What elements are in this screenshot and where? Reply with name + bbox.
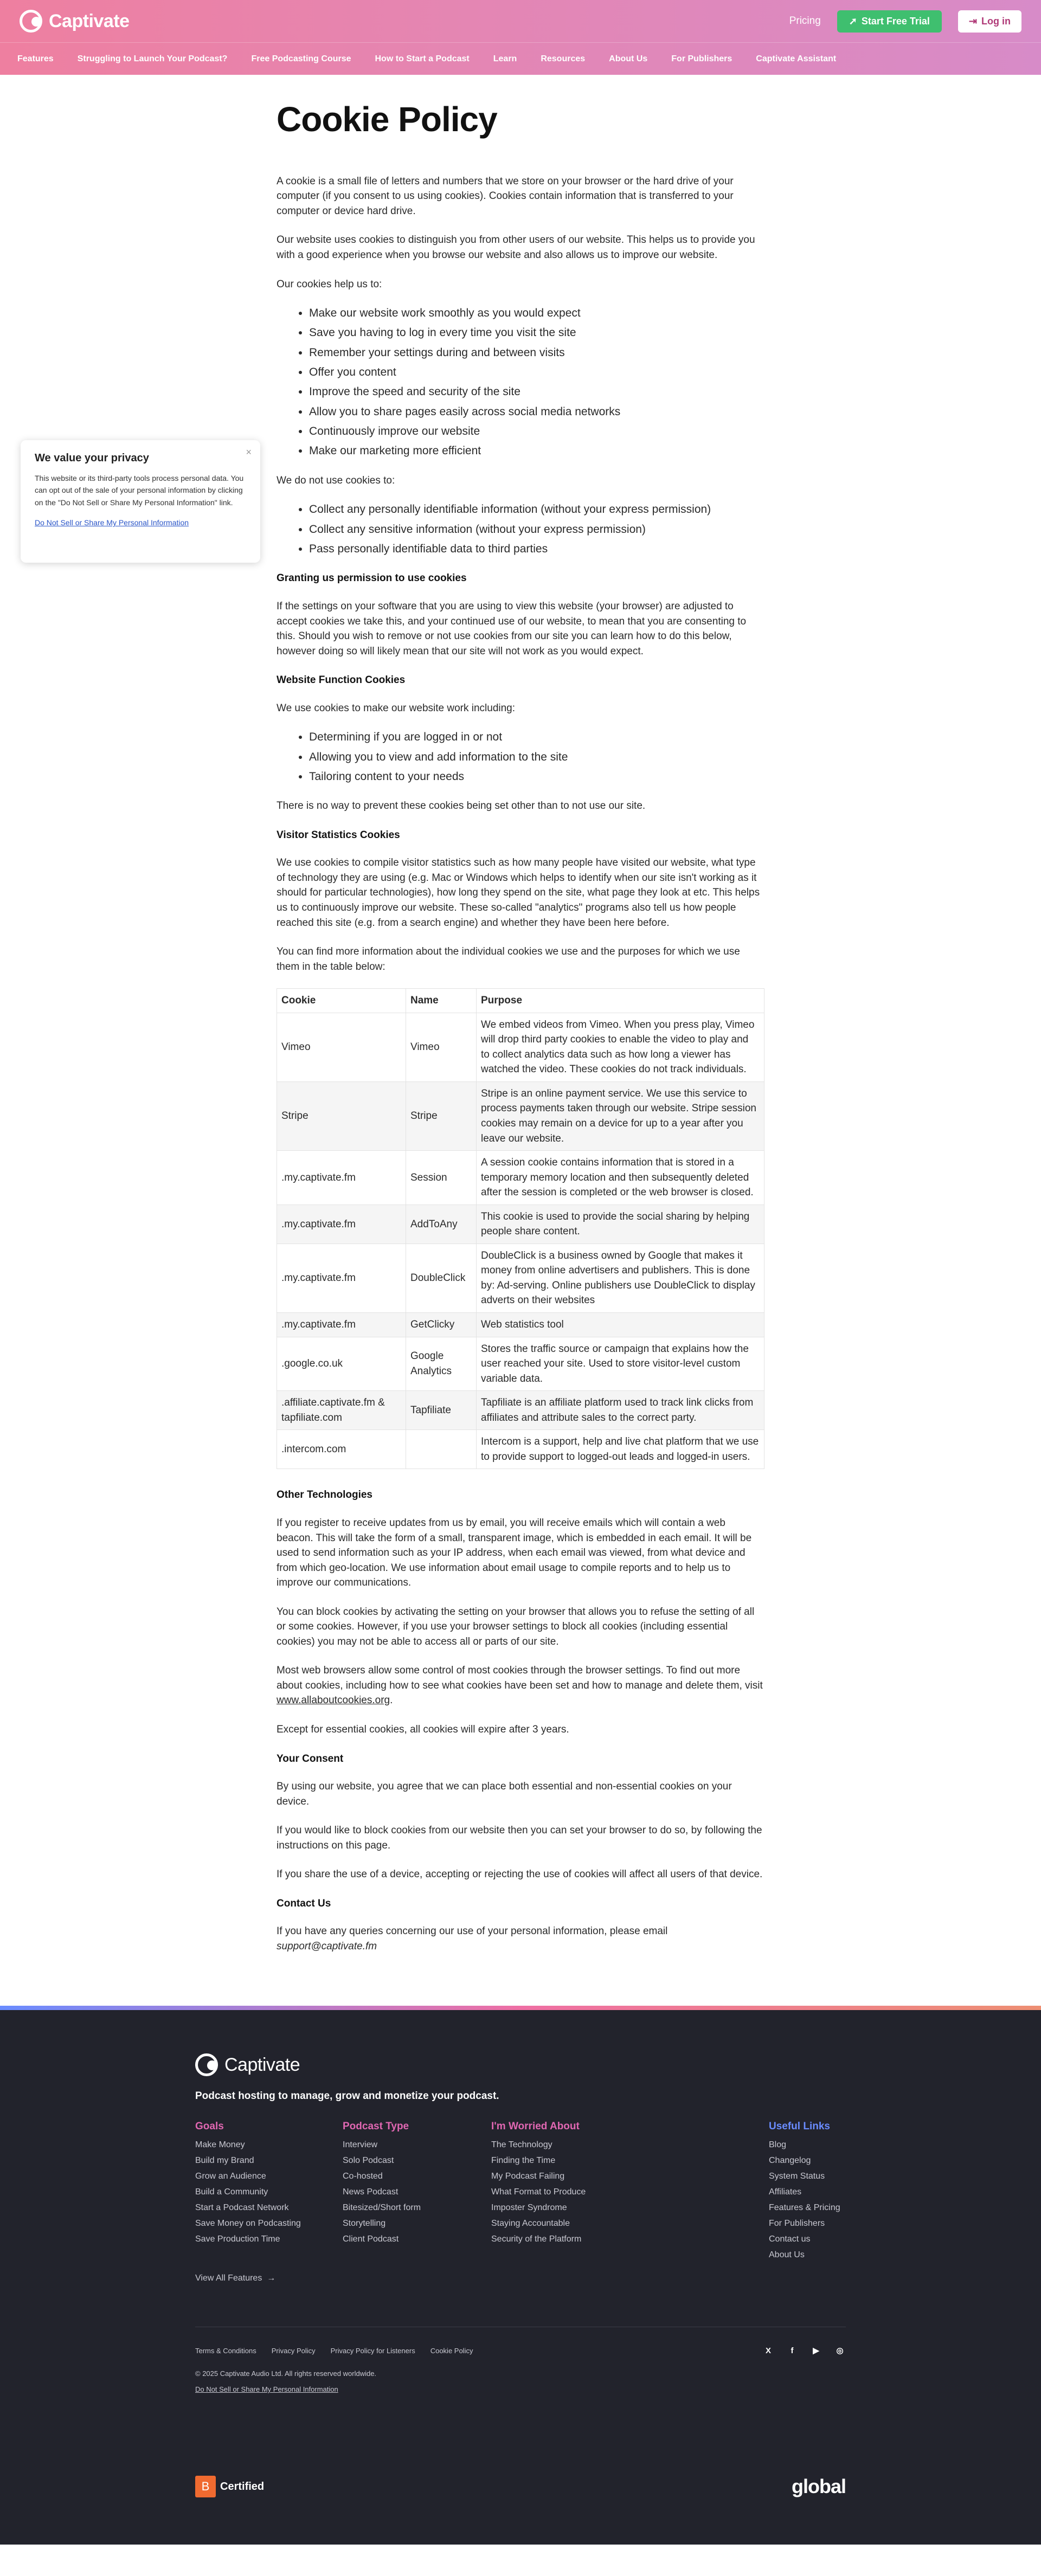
contact-paragraph (277, 1924, 764, 1954)
purpose-cell: We embed videos from Vimeo. When you press play, Vimeo will drop third party cookies to enable the video to play and to collect analytics data such as how long a viewer has watched the video. These cookies do not track individuals. (477, 1013, 764, 1081)
footer-link[interactable]: Solo Podcast (343, 2156, 394, 2166)
footer-link[interactable]: Co-hosted (343, 2172, 383, 2181)
table-row (277, 1313, 764, 1337)
footer-column-title: Goals (195, 2121, 224, 2133)
table-row (277, 1337, 764, 1391)
nav-item-resources[interactable]: Resources (541, 54, 586, 63)
function-intro: We use cookies to make our website work including: (277, 702, 516, 714)
cookie-cell: .my.captivate.fm (277, 1313, 406, 1337)
granting-heading: Granting us permission to use cookies (277, 572, 467, 584)
close-icon[interactable]: × (246, 447, 252, 458)
captivate-logo-icon (195, 2053, 218, 2076)
name-cell: GetClicky (406, 1313, 477, 1337)
rocket-icon: ➚ (849, 15, 857, 27)
site-header (0, 0, 1041, 75)
cookie-cell: .intercom.com (277, 1430, 406, 1469)
list-item: • Make our marketing more efficient (309, 443, 764, 459)
list-item: • Improve the speed and security of the site (309, 384, 764, 400)
not-use-intro: We do not use cookies to: (277, 474, 395, 486)
list-item: • Make our website work smoothly as you would expect (309, 306, 764, 321)
footer-badges (195, 2475, 846, 2498)
footer-stripe (0, 2006, 1041, 2010)
nav-item-free-course[interactable]: Free Podcasting Course (251, 54, 351, 63)
purpose-cell: Tapfiliate is an affiliate platform used to track link clicks from affiliates and attribute sales to the correct party. (477, 1391, 764, 1430)
footer-link[interactable]: Blog (769, 2140, 787, 2150)
table-row (277, 1430, 764, 1469)
other-tech-heading: Other Technologies (277, 1489, 373, 1501)
youtube-icon[interactable]: ▶ (813, 2346, 819, 2356)
footer-link[interactable]: What Format to Produce (491, 2187, 586, 2197)
purpose-cell: Web statistics tool (477, 1313, 764, 1337)
nav-item-captivate-assistant[interactable]: Captivate Assistant (756, 54, 837, 63)
other-tech-paragraph: If you register to receive updates from us by email, you will receive emails which will contain a web beacon. This will take the form of a small, transparent image, which is embedded in each email. It will be used to send information such as your IP address, when each email was viewed, from what device and from which geo-location. We use information about email usage to compile reports and to help us to improve our communications. (277, 1517, 752, 1589)
stats-paragraph: We use cookies to compile visitor statistics such as how many people have visited our website, what type of technology they are using (e.g. Mac or Windows which helps to identify when our site isn't working as it should for particular technologies), how long they spend on the site, what page they look at etc. This helps us to continuously improve our website. These so-called "analytics" programs also tell us how people reached this site (e.g. from a search engine) and whether they have been here before. (277, 857, 760, 929)
instagram-icon[interactable]: ◎ (836, 2346, 844, 2356)
start-free-trial-button[interactable] (837, 10, 942, 33)
footer-link[interactable]: The Technology (491, 2140, 552, 2150)
table-row (277, 1244, 764, 1312)
consent-heading: Your Consent (277, 1753, 344, 1764)
footer-link[interactable]: Security of the Platform (491, 2234, 582, 2244)
certified-label: Certified (220, 2480, 265, 2493)
cookie-policy-content (277, 75, 764, 2006)
pricing-link[interactable]: Pricing (789, 15, 821, 27)
table-intro: You can find more information about the individual cookies we use and the purposes for which we use them in the table below: (277, 946, 740, 973)
table-row (277, 1391, 764, 1430)
footer-link[interactable]: About Us (769, 2250, 805, 2260)
purpose-cell: Stripe is an online payment service. We use this service to process payments taken through our website. Stripe session cookies may remain on a device for up to a year after you leave our website. (477, 1081, 764, 1150)
consent-paragraph: If you would like to block cookies from our website then you can set your browser to do so, by following the instructions on this page. (277, 1825, 762, 1851)
cookie-cell: Vimeo (277, 1013, 406, 1081)
cookie-cell: .my.captivate.fm (277, 1205, 406, 1244)
footer-column-podcast-type (343, 2121, 421, 2250)
footer-link[interactable]: News Podcast (343, 2187, 399, 2197)
footer-do-not-sell-link[interactable]: Do Not Sell or Share My Personal Information (195, 2385, 338, 2394)
expiry-paragraph: Except for essential cookies, all cookies will expire after 3 years. (277, 1723, 569, 1735)
list-item: • Tailoring content to your needs (309, 769, 764, 784)
footer-link[interactable]: Features & Pricing (769, 2203, 840, 2213)
footer-link[interactable]: My Podcast Failing (491, 2172, 565, 2181)
footer-link[interactable]: Staying Accountable (491, 2219, 570, 2229)
arrow-right-icon: → (264, 2274, 276, 2283)
privacy-policy-listeners-link[interactable]: Privacy Policy for Listeners (330, 2346, 415, 2355)
name-cell: Stripe (406, 1081, 477, 1150)
allaboutcookies-link[interactable]: www.allaboutcookies.org (277, 1695, 390, 1706)
legal-row (195, 2345, 846, 2356)
footer-link[interactable]: Imposter Syndrome (491, 2203, 567, 2213)
footer-link[interactable]: Affiliates (769, 2187, 802, 2197)
list-item: • Save you having to log in every time you visit the site (309, 325, 764, 340)
popup-body: This website or its third-party tools process personal data. You can opt out of the sale of your personal information by clicking on the "Do Not Sell or Share My Personal Information" link. (35, 474, 244, 507)
stats-heading: Visitor Statistics Cookies (277, 829, 400, 841)
footer-inner (195, 2010, 846, 2394)
table-row (277, 1013, 764, 1081)
footer-link[interactable]: Save Production Time (195, 2234, 280, 2244)
footer-column-useful-links (769, 2121, 840, 2266)
other-tech-text-end: . (390, 1695, 393, 1706)
list-item: • Collect any sensitive information (without your express permission) (309, 522, 764, 537)
column-header-cookie: Cookie (277, 989, 406, 1013)
name-cell: Session (406, 1151, 477, 1205)
name-cell: Google Analytics (406, 1337, 477, 1391)
site-footer (0, 2010, 1041, 2545)
start-free-trial-label: Start Free Trial (861, 15, 930, 27)
footer-column-title: Useful Links (769, 2121, 830, 2133)
list-item: • Determining if you are logged in or not (309, 730, 764, 745)
b-corp-certified-badge (195, 2476, 264, 2497)
list-item: • Remember your settings during and between visits (309, 345, 764, 360)
table-header-row (277, 989, 764, 1013)
cookies-help-list (309, 306, 764, 459)
b-corp-icon: B (195, 2476, 216, 2497)
list-item: • Offer you content (309, 365, 764, 380)
footer-link[interactable]: Start a Podcast Network (195, 2203, 289, 2213)
purpose-cell: A session cookie contains information that is stored in a temporary memory location and then subsequently deleted after the session is completed or the web browser is closed. (477, 1151, 764, 1205)
function-list (309, 730, 764, 784)
footer-link[interactable]: Build a Community (195, 2187, 268, 2197)
list-item: • Pass personally identifiable data to third parties (309, 542, 764, 557)
footer-link[interactable]: System Status (769, 2172, 825, 2181)
other-tech-paragraph: You can block cookies by activating the setting on your browser that allows you to refuse the setting of all or some cookies. However, if you use your browser settings to block all cookies (including essential cookies) you may not be able to access all or parts of our site. (277, 1606, 755, 1647)
legal-links (195, 2347, 473, 2355)
footer-link[interactable]: Storytelling (343, 2219, 386, 2229)
contact-heading: Contact Us (277, 1897, 331, 1909)
other-tech-paragraph (277, 1663, 764, 1708)
column-header-name: Name (406, 989, 477, 1013)
purpose-cell: Intercom is a support, help and live chat platform that we use to provide support to logged-out leads and logged-in users. (477, 1430, 764, 1469)
login-label: Log in (981, 15, 1011, 27)
footer-link[interactable]: Client Podcast (343, 2234, 399, 2244)
footer-link[interactable]: Contact us (769, 2234, 811, 2244)
nav-item-for-publishers[interactable]: For Publishers (671, 54, 732, 63)
purpose-cell: This cookie is used to provide the social sharing by helping people share content. (477, 1205, 764, 1244)
header-top (0, 0, 1041, 42)
terms-link[interactable]: Terms & Conditions (195, 2346, 256, 2355)
cookie-cell: .google.co.uk (277, 1337, 406, 1391)
page-title: Cookie Policy (277, 100, 497, 139)
name-cell: Vimeo (406, 1013, 477, 1081)
popup-title: We value your privacy (35, 452, 149, 464)
intro-paragraph: Our website uses cookies to distinguish you from other users of our website. This helps us to provide you with a good experience when you browse our website and also allows us to improve our website. (277, 234, 755, 261)
footer-link[interactable]: Grow an Audience (195, 2172, 266, 2181)
list-item: • Allowing you to view and add information to the site (309, 750, 764, 765)
contact-text: If you have any queries concerning our use of your personal information, please email (277, 1925, 668, 1937)
column-header-purpose: Purpose (477, 989, 764, 1013)
list-item: • Allow you to share pages easily across social media networks (309, 404, 764, 420)
view-all-label: View All Features (195, 2274, 262, 2283)
cookie-table (277, 988, 764, 1469)
name-cell: AddToAny (406, 1205, 477, 1244)
table-row (277, 1081, 764, 1150)
privacy-popup (21, 440, 260, 563)
nav-item-features[interactable]: Features (17, 54, 54, 63)
consent-paragraph: By using our website, you agree that we can place both essential and non-essential cookies on your device. (277, 1781, 732, 1807)
cookie-policy-link[interactable]: Cookie Policy (430, 2346, 473, 2355)
purpose-cell: Stores the traffic source or campaign that explains how the user reached your site. Used to store visitor-level custom variable data. (477, 1337, 764, 1391)
nav-item-struggling[interactable]: Struggling to Launch Your Podcast? (77, 54, 228, 63)
cookie-cell: .my.captivate.fm (277, 1151, 406, 1205)
cookie-cell: Stripe (277, 1081, 406, 1150)
intro-paragraph: A cookie is a small file of letters and numbers that we store on your browser or the hard drive of your computer (if you consent to us using cookies). Cookies contain information that is transferred to your computer or device hard drive. (277, 175, 734, 217)
nav-item-learn[interactable]: Learn (493, 54, 517, 63)
name-cell (406, 1430, 477, 1469)
footer-column-goals (195, 2121, 301, 2250)
nav-item-how-to-start[interactable]: How to Start a Podcast (375, 54, 470, 63)
footer-link[interactable]: Make Money (195, 2140, 245, 2150)
purpose-cell: DoubleClick is a business owned by Google that makes it money from online advertisers and publishers. This is done by: Ad-serving. Online publishers use DoubleClick to display adverts on their websites (477, 1244, 764, 1312)
name-cell: DoubleClick (406, 1244, 477, 1312)
copyright: © 2025 Captivate Audio Ltd. All rights reserved worldwide. (195, 2369, 377, 2378)
footer-logo[interactable] (195, 2053, 846, 2076)
footer-link[interactable]: Save Money on Podcasting (195, 2219, 301, 2229)
global-logo: global (792, 2475, 846, 2498)
consent-paragraph: If you share the use of a device, accepting or rejecting the use of cookies will affect all users of that device. (277, 1869, 763, 1881)
login-icon: ⇥ (968, 15, 978, 27)
social-links (762, 2345, 846, 2356)
other-tech-text: Most web browsers allow some control of most cookies through the browser settings. To find out more about cookies, including how to see what cookies have been set and how to manage and delete them, visit (277, 1665, 763, 1691)
name-cell: Tapfiliate (406, 1391, 477, 1430)
header-actions (789, 10, 1021, 33)
captivate-logo-icon (20, 10, 42, 33)
footer-link[interactable]: Build my Brand (195, 2156, 254, 2166)
footer-link[interactable]: Interview (343, 2140, 378, 2150)
granting-paragraph: If the settings on your software that you are using to view this website (your browser) are adjusted to accept cookies we take this, and your continued use of our website, to mean that you are consenting to this. Should you wish to remove or not use cookies from our site you can learn how to do this below, however doing so will likely mean that our site will not work as you would expect. (277, 600, 747, 657)
login-button[interactable] (958, 10, 1021, 33)
table-row (277, 1205, 764, 1244)
footer-tagline: Podcast hosting to manage, grow and monetize your podcast. (195, 2090, 499, 2102)
intro-paragraph: Our cookies help us to: (277, 278, 382, 290)
do-not-sell-link[interactable]: Do Not Sell or Share My Personal Information (35, 518, 189, 527)
list-item: • Collect any personally identifiable information (without your express permission) (309, 502, 764, 517)
footer-column-worried-about (491, 2121, 586, 2250)
footer-link[interactable]: Changelog (769, 2156, 811, 2166)
nav-item-about-us[interactable]: About Us (609, 54, 648, 63)
footer-column-title: Podcast Type (343, 2121, 409, 2133)
logo-text: Captivate (49, 10, 130, 31)
list-item: • Continuously improve our website (309, 424, 764, 439)
footer-link[interactable]: For Publishers (769, 2219, 825, 2229)
support-email: support@captivate.fm (277, 1940, 377, 1952)
footer-columns (195, 2121, 846, 2274)
captivate-logo[interactable] (20, 10, 130, 33)
view-all-features-link[interactable] (195, 2274, 275, 2283)
x-icon[interactable]: X (765, 2346, 771, 2355)
footer-link[interactable]: Bitesized/Short form (343, 2203, 421, 2213)
not-use-list (309, 502, 764, 557)
function-heading: Website Function Cookies (277, 674, 406, 686)
footer-logo-text: Captivate (224, 2054, 300, 2075)
cookie-cell: .affiliate.captivate.fm & tapfiliate.com (277, 1391, 406, 1430)
footer-link[interactable]: Finding the Time (491, 2156, 556, 2166)
facebook-icon[interactable]: f (791, 2346, 794, 2355)
cookie-cell: .my.captivate.fm (277, 1244, 406, 1312)
footer-column-title: I'm Worried About (491, 2121, 580, 2133)
privacy-policy-link[interactable]: Privacy Policy (271, 2346, 316, 2355)
table-row (277, 1151, 764, 1205)
main-nav (0, 42, 1041, 75)
function-note: There is no way to prevent these cookies being set other than to not use our site. (277, 800, 646, 812)
